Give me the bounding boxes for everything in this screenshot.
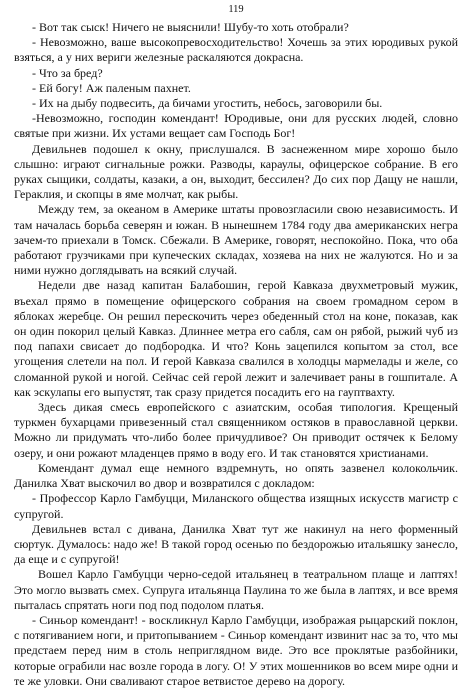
page-number: 119 bbox=[228, 4, 244, 15]
paragraph: Девильнев подошел к окну, прислушался. В заснеженном мире хорошо было слышно: играют сигнальные рожки. Разводы, караулы, офицерское собрание. В его руках сыщики, солдаты, казаки, а он, выходит, бессилен? До сих пор Дащу не нашли, Гераклия, и скопцы в яме молчат, как рыбы. bbox=[14, 141, 458, 202]
paragraph: - Невозможно, ваше высокопревосходительство! Хочешь за этих юродивых рукой взяться, а у них вериги железные раскаляются докрасна. bbox=[14, 35, 458, 65]
paragraph: Недели две назад капитан Балабошин, герой Кавказа двухметровый мужик, въехал прямо в помещение офицерского собрания на своем громадном сером в яблоках жеребце. Он решил перескочить через обеденный стол на коне, показав, как он один покорил целый Кавказ. Длиннее метра его сабля, сам он рябой, рыжий чуб из под папахи свисает до подбородка. И что? Конь зацепился копытом за стол, все угощения слетели на пол. И герой Кавказа свалился в холодцы мармелады и желе, со сломанной рукой и ногой. Сейчас сей герой лежит и залечивает раны в гошпитале. А как эскулапы его выпустят, так сразу придется посадить его на гауптвахту. bbox=[14, 278, 458, 399]
paragraph: - Ей богу! Аж паленым пахнет. bbox=[32, 80, 191, 95]
paragraph: - Вот так сыск! Ничего не выяснили! Шубу-то хоть отобрали? bbox=[32, 20, 349, 34]
paragraph: - Синьор комендант! - воскликнул Карло Гамбуцци, изображая рыцарский поклон, с потягиванием ноги, и притопыванием - Синьор комендант извинит нас за то, что мы предстаем перед ним в столь неприглядном виде. Это все проклятые разбойники, которые ограбили нас возле города в логу. О! У этих мошенников во всем мире одни и те же уловки. Они сваливают старое ветвистое дерево на дорогу. bbox=[14, 612, 458, 688]
paragraph: - Их на дыбу подвесить, да бичами угостить, небось, заговорили бы. bbox=[32, 96, 383, 111]
paragraph: Здесь дикая смесь европейского с азиатским, особая типология. Крещеный туркмен бухарцами привезенный стал священником остяков в православной церкви. Можно ли придумать что-либо более причудливое? Он приводит остячек к Белому озеру, и они рожают младенцев прямо в воду его. И так становятся христианами. bbox=[14, 400, 458, 460]
paragraph: Между тем, за океаном в Америке штаты провозгласили свою независимость. И там началась борьба северян и южан. В нынешнем 1784 году два американских негра зачем-то приехали в Томск. Сбежали. В Америке, говорят, неспокойно. Пока, что оба работают грузчиками при купеческих складах, хозяева на них не жалуются. Но и за ними нужно доглядывать на всякий случай. bbox=[14, 202, 458, 278]
body-text bbox=[14, 20, 458, 689]
paragraph: Комендант думал еще немного вздремнуть, но опять зазвенел колокольчик. Данилка Хват выскочил во двор и возвратился с докладом: bbox=[14, 460, 458, 491]
paragraph: -Невозможно, господин комендант! Юродивые, они для русских людей, словно святые при жизни. Их устами вещает сам Господь Бог! bbox=[14, 111, 458, 141]
paragraph: - Профессор Карло Гамбуцци, Миланского общества изящных искусств магистр с супругой. bbox=[14, 491, 458, 521]
paragraph: Девильнев встал с дивана, Данилка Хват тут же накинул на него форменный сюртук. Думалось: надо же! В такой город осенью по бездорожью итальяшку занесло, да еще и с супругой! bbox=[14, 521, 458, 567]
paragraph: Вошел Карло Гамбуцци черно-седой итальянец в театральном плаще и лаптях! Это могло вызвать смех. Супруга итальянца Паулина то же была в лаптях, и все время пыталась спрятать ноги под под подолом платья. bbox=[14, 567, 458, 612]
paragraph: - Что за бред? bbox=[32, 65, 103, 80]
